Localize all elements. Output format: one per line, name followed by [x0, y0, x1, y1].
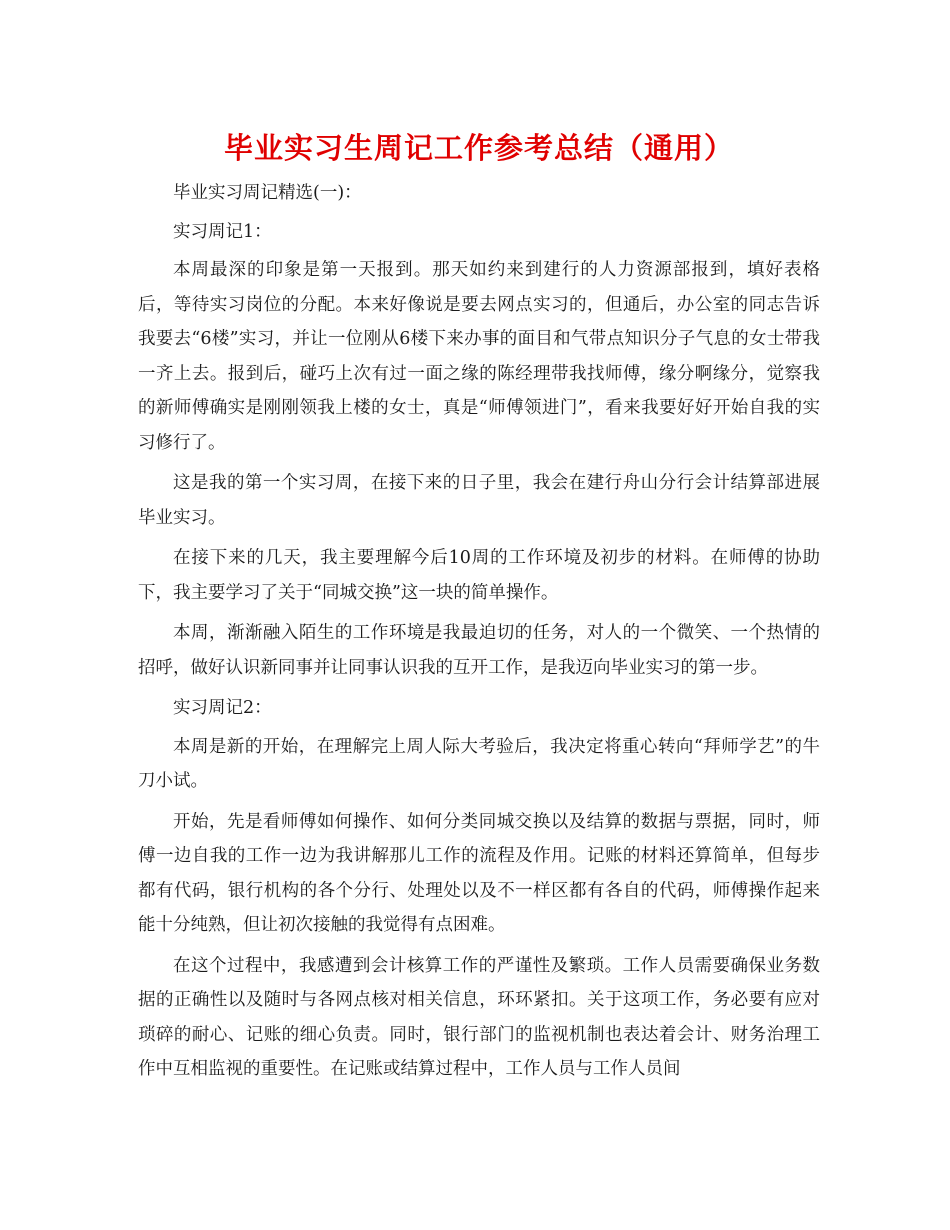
weekly-note-heading: 实习周记1： [173, 221, 272, 242]
body-paragraph: 在接下来的几天，我主要理解今后10周的工作环境及初步的材料。在师傅的协助下，我主要学习了关于“同城交换”这一块的简单操作。 [138, 548, 820, 603]
body-paragraph: 开始，先是看师傅如何操作、如何分类同城交换以及结算的数据与票据，同时，师傅一边自我的工作一边为我讲解那儿工作的流程及作用。记账的材料还算简单，但每步都有代码，银行机构的各个分行、处理处以及不一样区都有各自的代码，师傅操作起来能十分纯熟，但让初次接触的我觉得有点困难。 [138, 811, 820, 935]
body-paragraph: 在这个过程中，我感遭到会计核算工作的严谨性及繁琐。工作人员需要确保业务数据的正确性以及随时与各网点核对相关信息，环环紧扣。关于这项工作，务必要有应对琐碎的耐心、记账的细心负责。同时，银行部门的监视机制也表达着会计、财务治理工作中互相监视的重要性。在记账或结算过程中，工作人员与工作人员间 [138, 955, 820, 1079]
body-paragraph: 本周是新的开始，在理解完上周人际大考验后，我决定将重心转向“拜师学艺”的牛刀小试。 [138, 736, 820, 791]
body-paragraph: 这是我的第一个实习周，在接下来的日子里，我会在建行舟山分行会计结算部进展毕业实习。 [138, 473, 820, 528]
section-heading: 毕业实习周记精选(一)： [173, 183, 362, 203]
body-paragraph: 本周最深的印象是第一天报到。那天如约来到建行的人力资源部报到，填好表格后，等待实习岗位的分配。本来好像说是要去网点实习的，但通后，办公室的同志告诉我要去“6楼”实习，并让一位刚从6楼下来办事的面目和气带点知识分子气息的女士带我一齐上去。报到后，碰巧上次有过一面之缘的陈经理带我找师傅，缘分啊缘分，觉察我的新师傅确实是刚刚领我上楼的女士，真是“师傅领进门”，看来我要好好开始自我的实习修行了。 [138, 260, 820, 453]
body-paragraph: 本周，渐渐融入陌生的工作环境是我最迫切的任务，对人的一个微笑、一个热情的招呼，做好认识新同事并让同事认识我的互开工作，是我迈向毕业实习的第一步。 [138, 623, 820, 678]
document-title: 毕业实习生周记工作参考总结（通用） [223, 131, 734, 165]
weekly-note-heading: 实习周记2： [173, 698, 272, 718]
